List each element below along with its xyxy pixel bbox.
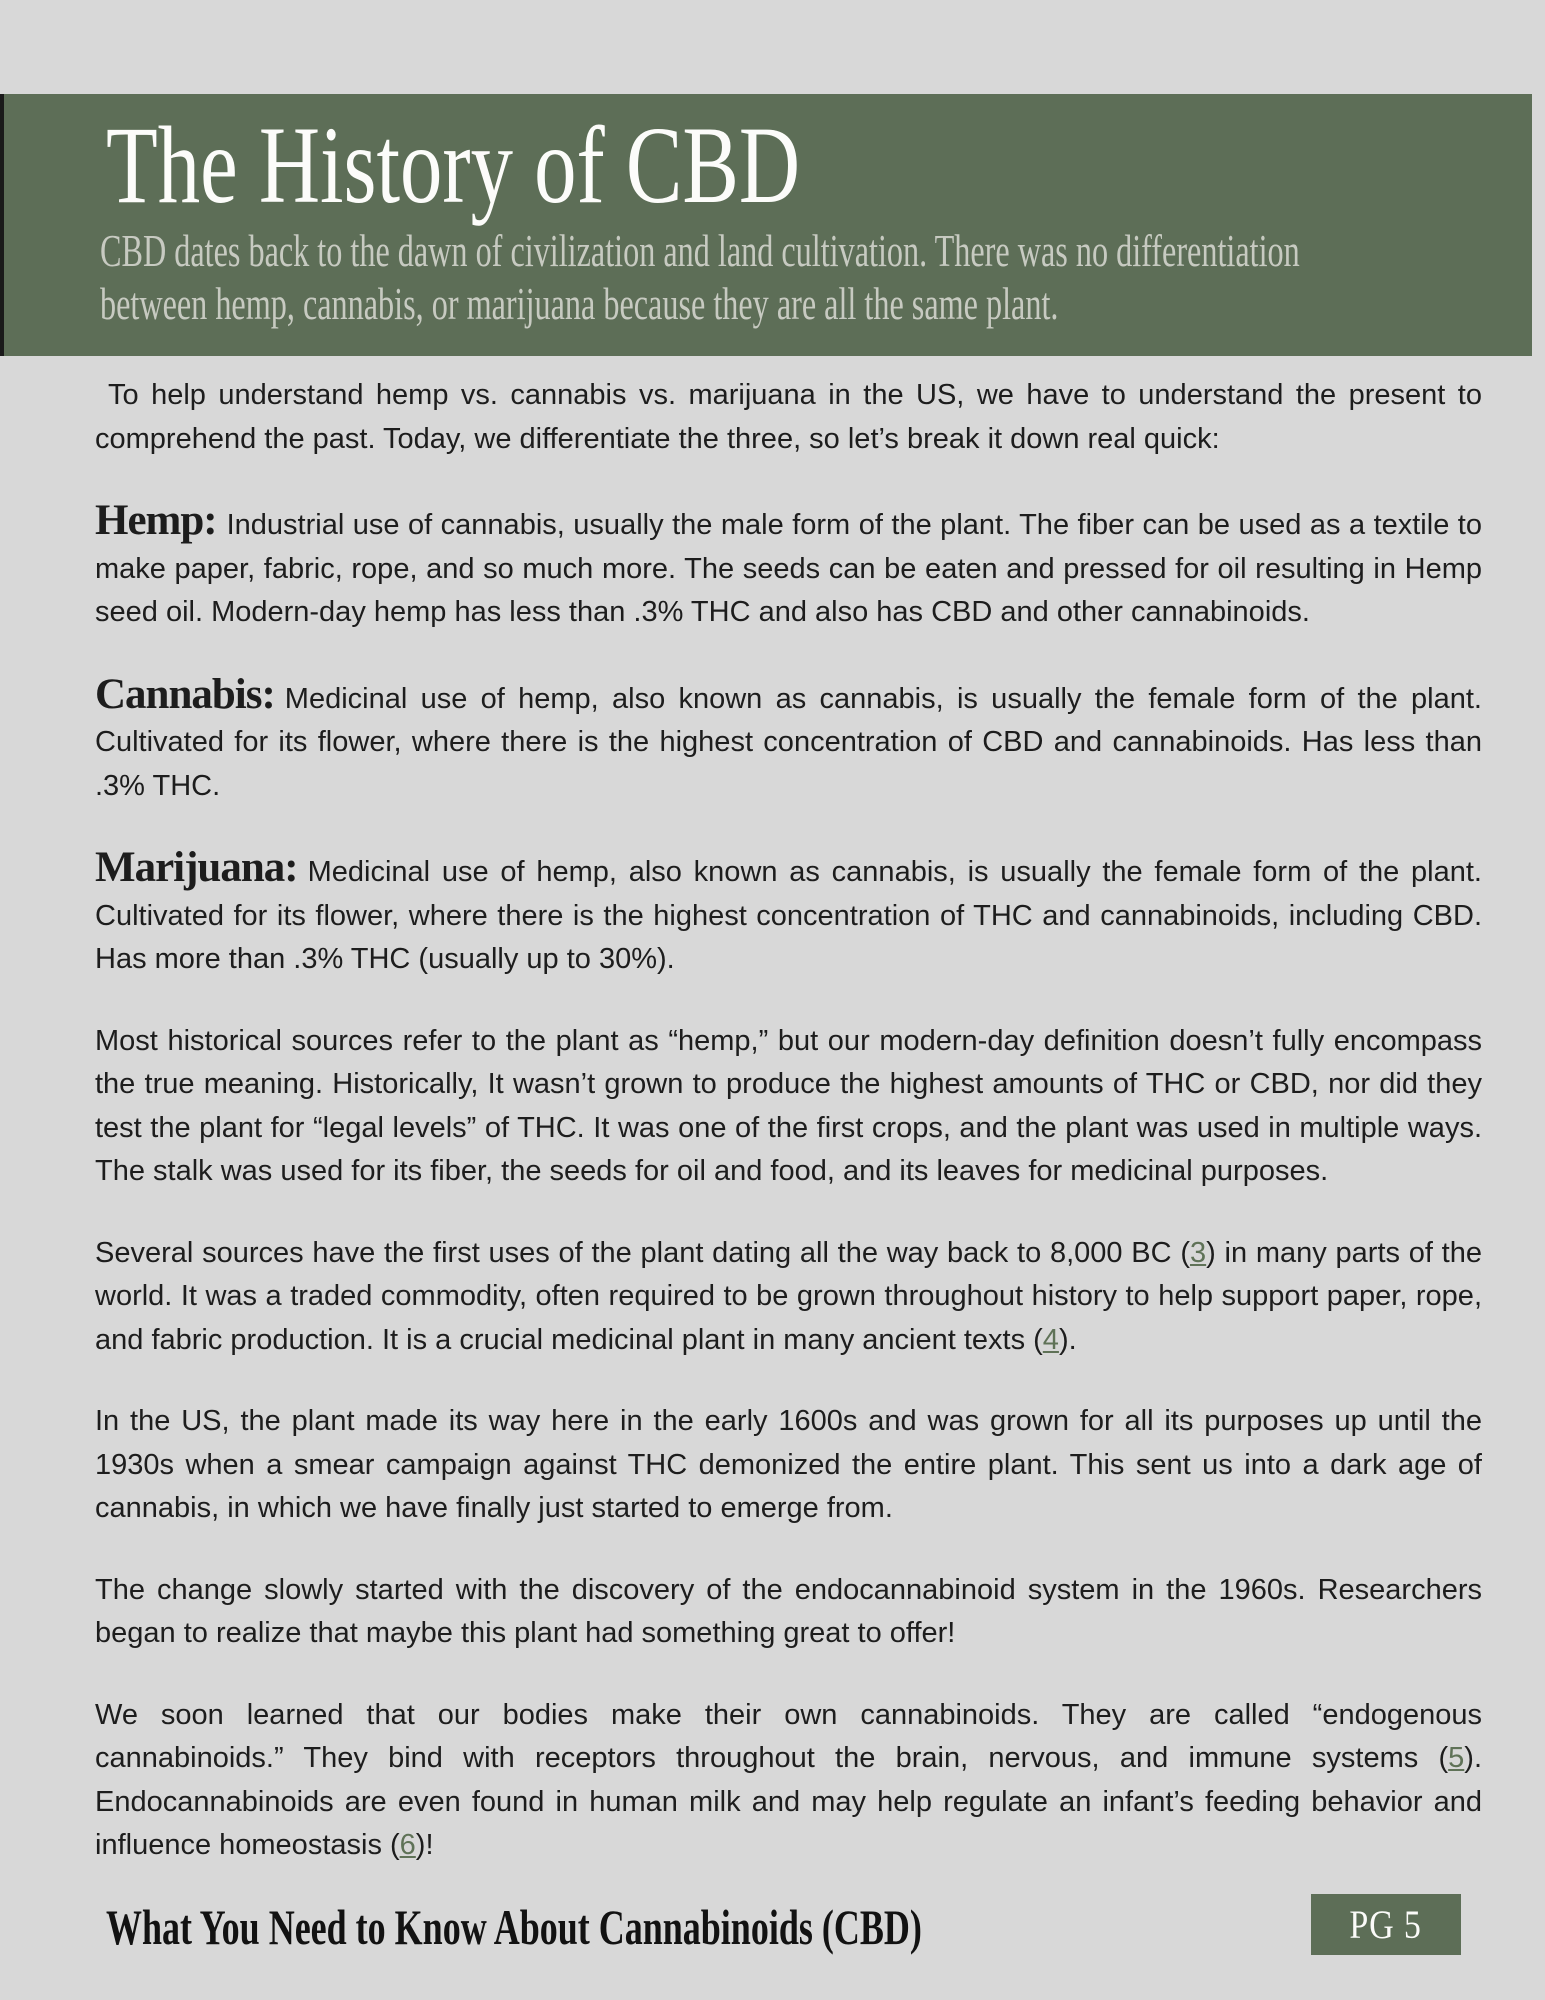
definition-marijuana xyxy=(95,846,1482,982)
article-body xyxy=(95,374,1482,1906)
definition-text-hemp: Industrial use of cannabis, usually the male form of the plant. The fiber can be used as a textile to make paper, fabric, rope, and so much more. The seeds can be eaten and pressed for oil resulting in Hemp seed oil. Modern-day hemp has less than .3% THC and also has CBD and other cannabinoids. xyxy=(95,509,1482,628)
reference-link-6[interactable]: 6 xyxy=(399,1829,416,1861)
reference-link-3[interactable]: 3 xyxy=(1190,1236,1207,1269)
paragraph-endogenous-cannabinoids xyxy=(95,1694,1482,1868)
paragraph-endocannabinoid-discovery: The change slowly started with the discovery of the endocannabinoid system in the 1960s. Researchers began to realize that maybe this plant had something great to offer! xyxy=(95,1573,1482,1649)
header-band xyxy=(0,94,1532,356)
paragraph-historical-sources: Most historical sources refer to the plant as “hemp,” but our modern-day definition doesn’t fully encompass the true meaning. Historically, It wasn’t grown to produce the highest amounts of THC or CBD, nor did they test the plant for “legal levels” of THC. It was one of the first crops, and the plant was used in multiple ways. The stalk was used for its fiber, the seeds for oil and food, and its leaves for medicinal purposes. xyxy=(95,1024,1482,1187)
header-subtitle xyxy=(100,224,1532,330)
page-title: The History of CBD xyxy=(106,104,801,226)
paragraph-endogenous-text-3: )! xyxy=(415,1829,434,1861)
intro-paragraph: To help understand hemp vs. cannabis vs. marijuana in the US, we have to understand the present to comprehend the past. Today, we differentiate the three, so let’s break it down real quick: xyxy=(95,379,1482,455)
definition-label-hemp: Hemp: xyxy=(95,497,217,544)
paragraph-first-uses-text: Several sources have the first uses of the plant dating all the way back to 8,000 BC ( xyxy=(95,1236,1190,1269)
definition-label-cannabis: Cannabis: xyxy=(95,670,275,718)
reference-link-4[interactable]: 4 xyxy=(1042,1323,1059,1356)
header-subtitle-line-1: CBD dates back to the dawn of civilization and land cultivation. There was no differentiation xyxy=(100,225,1300,276)
definition-hemp xyxy=(95,499,1482,635)
footer-title: What You Need to Know About Cannabinoids (CBD) xyxy=(106,1899,922,1955)
paragraph-first-uses-text-3: ). xyxy=(1058,1323,1077,1356)
header-subtitle-line-2: between hemp, cannabis, or marijuana because they are all the same plant. xyxy=(100,278,1059,329)
definition-text-marijuana: Medicinal use of hemp, also known as cannabis, is usually the female form of the plant. Cultivated for its flower, where there is the highest concentration of THC and cannabinoids, including CBD. Has more than .3% THC (usually up to 30%). xyxy=(95,856,1482,975)
page-number-label: PG 5 xyxy=(1349,1902,1423,1947)
paragraph-endogenous-text: We soon learned that our bodies make their own cannabinoids. They are called “endogenous cannabinoids.” They bind with receptors throughout the brain, nervous, and immune systems ( xyxy=(95,1698,1482,1774)
paragraph-us-history: In the US, the plant made its way here in the early 1600s and was grown for all its purposes up until the 1930s when a smear campaign against THC demonized the entire plant. This sent us into a dark age of cannabis, in which we have finally just started to emerge from. xyxy=(95,1405,1482,1524)
paragraph-endogenous-text-2: ). Endocannabinoids are even found in human milk and may help regulate an infant’s feeding behavior and influence homeostasis ( xyxy=(95,1742,1482,1861)
definition-text-cannabis: Medicinal use of hemp, also known as cannabis, is usually the female form of the plant. Cultivated for its flower, where there is the highest concentration of CBD and cannabinoids. Has less than .3% THC. xyxy=(95,682,1482,802)
paragraph-first-uses-text-2: ) in many parts of the world. It was a traded commodity, often required to be grown throughout history to help support paper, rope, and fabric production. It is a crucial medicinal plant in many ancient texts ( xyxy=(95,1236,1482,1356)
page-number-badge xyxy=(1311,1894,1461,1955)
reference-link-5[interactable]: 5 xyxy=(1448,1742,1465,1774)
paragraph-first-uses xyxy=(95,1232,1482,1363)
definition-label-marijuana: Marijuana: xyxy=(95,844,298,891)
definition-cannabis xyxy=(95,670,1482,809)
